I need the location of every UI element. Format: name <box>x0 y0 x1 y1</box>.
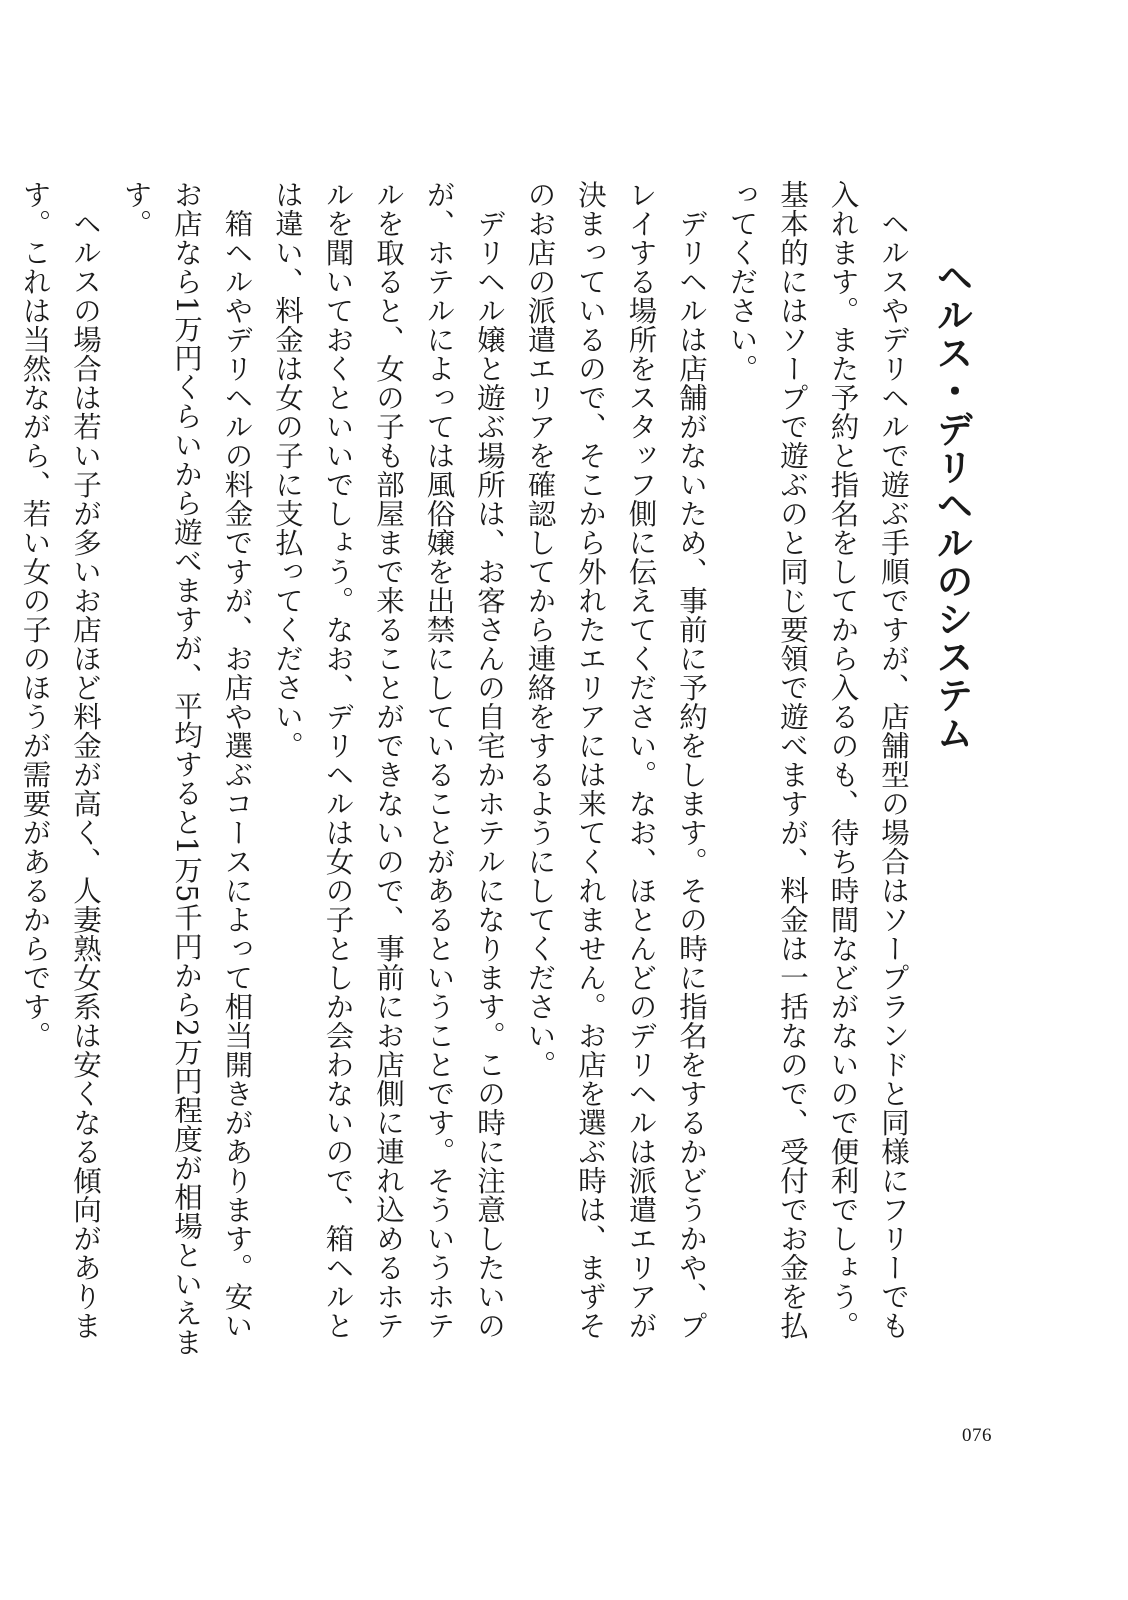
body-text <box>9 180 918 1360</box>
paragraph-5: ヘルスの場合は若い子が多いお店ほど料金が高く、人妻熟女系は安くなる傾向があります。これは当然ながら、若い女の子のほうが需要があるからです。 <box>18 180 102 1340</box>
page-number: 076 <box>962 1425 992 1446</box>
page-title: ヘルス・デリヘルのシステム <box>930 258 973 752</box>
paragraph-2: デリヘルは店舗がないため、事前に予約をします。その時に指名をするかどうかや、プレイする場所をスタッフ側に伝えてください。なお、ほとんどのデリヘルは派遣エリアが決まっているので、そこから外れたエリアには来てくれません。お店を選ぶ時は、まずそのお店の派遣エリアを確認してから連絡をするようにしてください。 <box>523 180 708 1340</box>
paragraph-4: 箱ヘルやデリヘルの料金ですが、お店や選ぶコースによって相当開きがあります。安いお店なら1万円くらいから遊べますが、平均すると1万5千円から2万円程度が相場といえます。 <box>119 180 254 1357</box>
paragraph-1: ヘルスやデリヘルで遊ぶ手順ですが、店舗型の場合はソープランドと同様にフリーでも入れます。また予約と指名をしてから入るのも、待ち時間などがないので便利でしょう。基本的にはソープで遊ぶのと同じ要領で遊べますが、料金は一括なので、受付でお金を払ってください。 <box>725 180 910 1340</box>
paragraph-3: デリヘル嬢と遊ぶ場所は、お客さんの自宅かホテルになります。この時に注意したいのが、ホテルによっては風俗嬢を出禁にしていることがあるということです。そういうホテルを取ると、女の子も部屋まで来ることができないので、事前にお店側に連れ込めるホテルを聞いておくといいでしょう。なお、デリヘルは女の子としか会わないので、箱ヘルとは違い、料金は女の子に支払ってください。 <box>271 180 506 1340</box>
